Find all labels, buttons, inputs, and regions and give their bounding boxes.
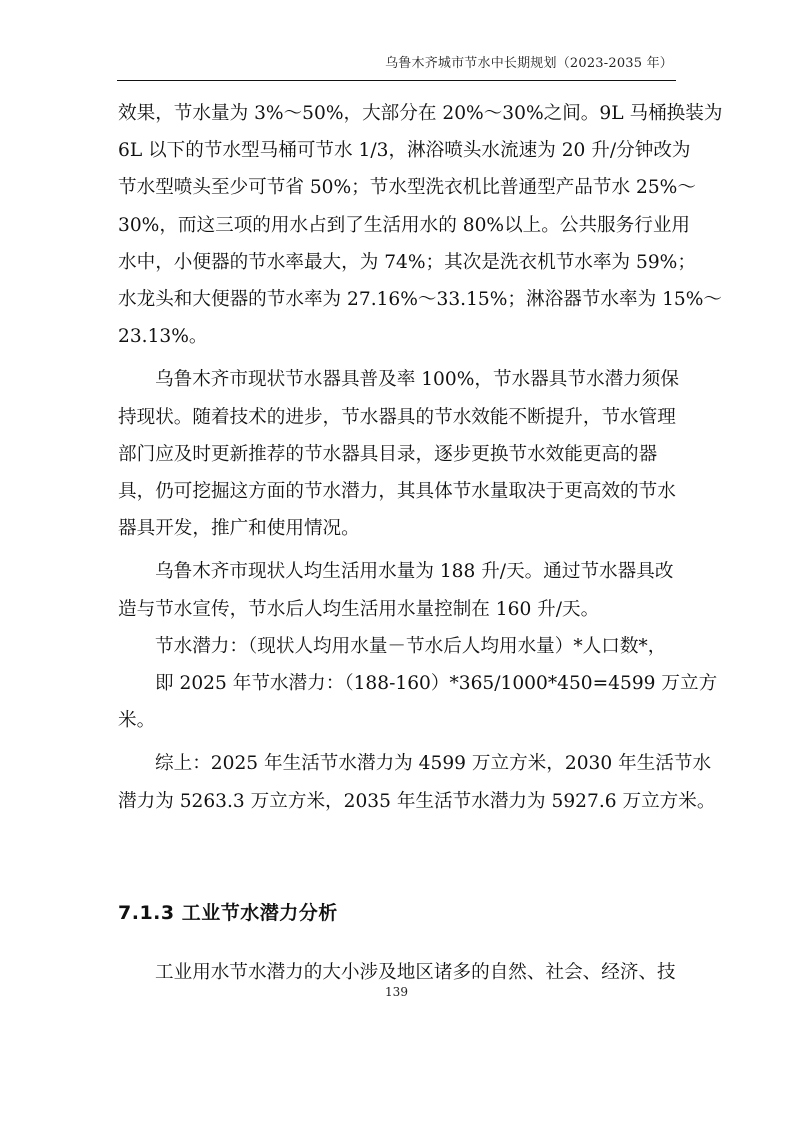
- text-line: 节水潜力：（现状人均用水量－节水后人均用水量）*人口数*，: [155, 635, 667, 657]
- paragraph-2: [118, 361, 678, 547]
- text-line: 造与节水宣传，节水后人均生活用水量控制在 160 升/天。: [118, 598, 600, 620]
- paragraph-4: [118, 628, 678, 665]
- text-line: 具，仍可挖掘这方面的节水潜力，其具体节水量取决于更高效的节水: [118, 481, 676, 503]
- text-line: 23.13%。: [118, 326, 208, 348]
- text-line: 6L 以下的节水型马桶可节水 1/3，淋浴喷头水流速为 20 升/分钟改为: [118, 140, 691, 162]
- page-number: 139: [385, 985, 408, 999]
- text-line: 30%，而这三项的用水占到了生活用水的 80%以上。公共服务行业用: [118, 214, 691, 236]
- text-line: 乌鲁木齐市现状节水器具普及率 100%，节水器具节水潜力须保: [155, 369, 679, 391]
- paragraph-5: [118, 665, 718, 739]
- text-line: 水龙头和大便器的节水率为 27.16%～33.15%；淋浴器节水率为 15%～: [118, 289, 723, 311]
- text-line: 水中，小便器的节水率最大，为 74%；其次是洗衣机节水率为 59%；: [118, 251, 696, 273]
- section-heading: 7.1.3 工业节水潜力分析: [118, 902, 338, 924]
- header-rule: [117, 80, 676, 81]
- text-line: 器具开发，推广和使用情况。: [118, 518, 360, 540]
- text-line: 米。: [118, 710, 156, 732]
- text-line: 潜力为 5263.3 万立方米，2035 年生活节水潜力为 5927.6 万立方米。: [118, 790, 716, 812]
- text-line: 部门应及时更新推荐的节水器具目录，逐步更换节水效能更高的器: [118, 443, 658, 465]
- text-line: 即 2025 年节水潜力：（188-160）*365/1000*450=4599 万立方: [155, 673, 718, 695]
- running-header: 乌鲁木齐城市节水中长期规划（2023-2035 年）: [385, 56, 673, 71]
- paragraph-6: [118, 745, 716, 819]
- text-line: 效果，节水量为 3%～50%，大部分在 20%～30%之间。9L 马桶换装为: [118, 103, 723, 124]
- text-line: 乌鲁木齐市现状人均生活用水量为 188 升/天。通过节水器具改: [155, 561, 674, 583]
- text-line: 节水型喷头至少可节省 50%；节水型洗衣机比普通型产品节水 25%～: [118, 177, 696, 199]
- paragraph-3: [118, 553, 678, 627]
- body-text: [118, 95, 723, 820]
- text-line: 工业用水节水潜力的大小涉及地区诸多的自然、社会、经济、技: [155, 962, 676, 983]
- text-line: 综上：2025 年生活节水潜力为 4599 万立方米，2030 年生活节水: [155, 753, 712, 775]
- text-line: 持现状。随着技术的进步，节水器具的节水效能不断提升，节水管理: [118, 406, 676, 428]
- paragraph-1: [118, 95, 723, 355]
